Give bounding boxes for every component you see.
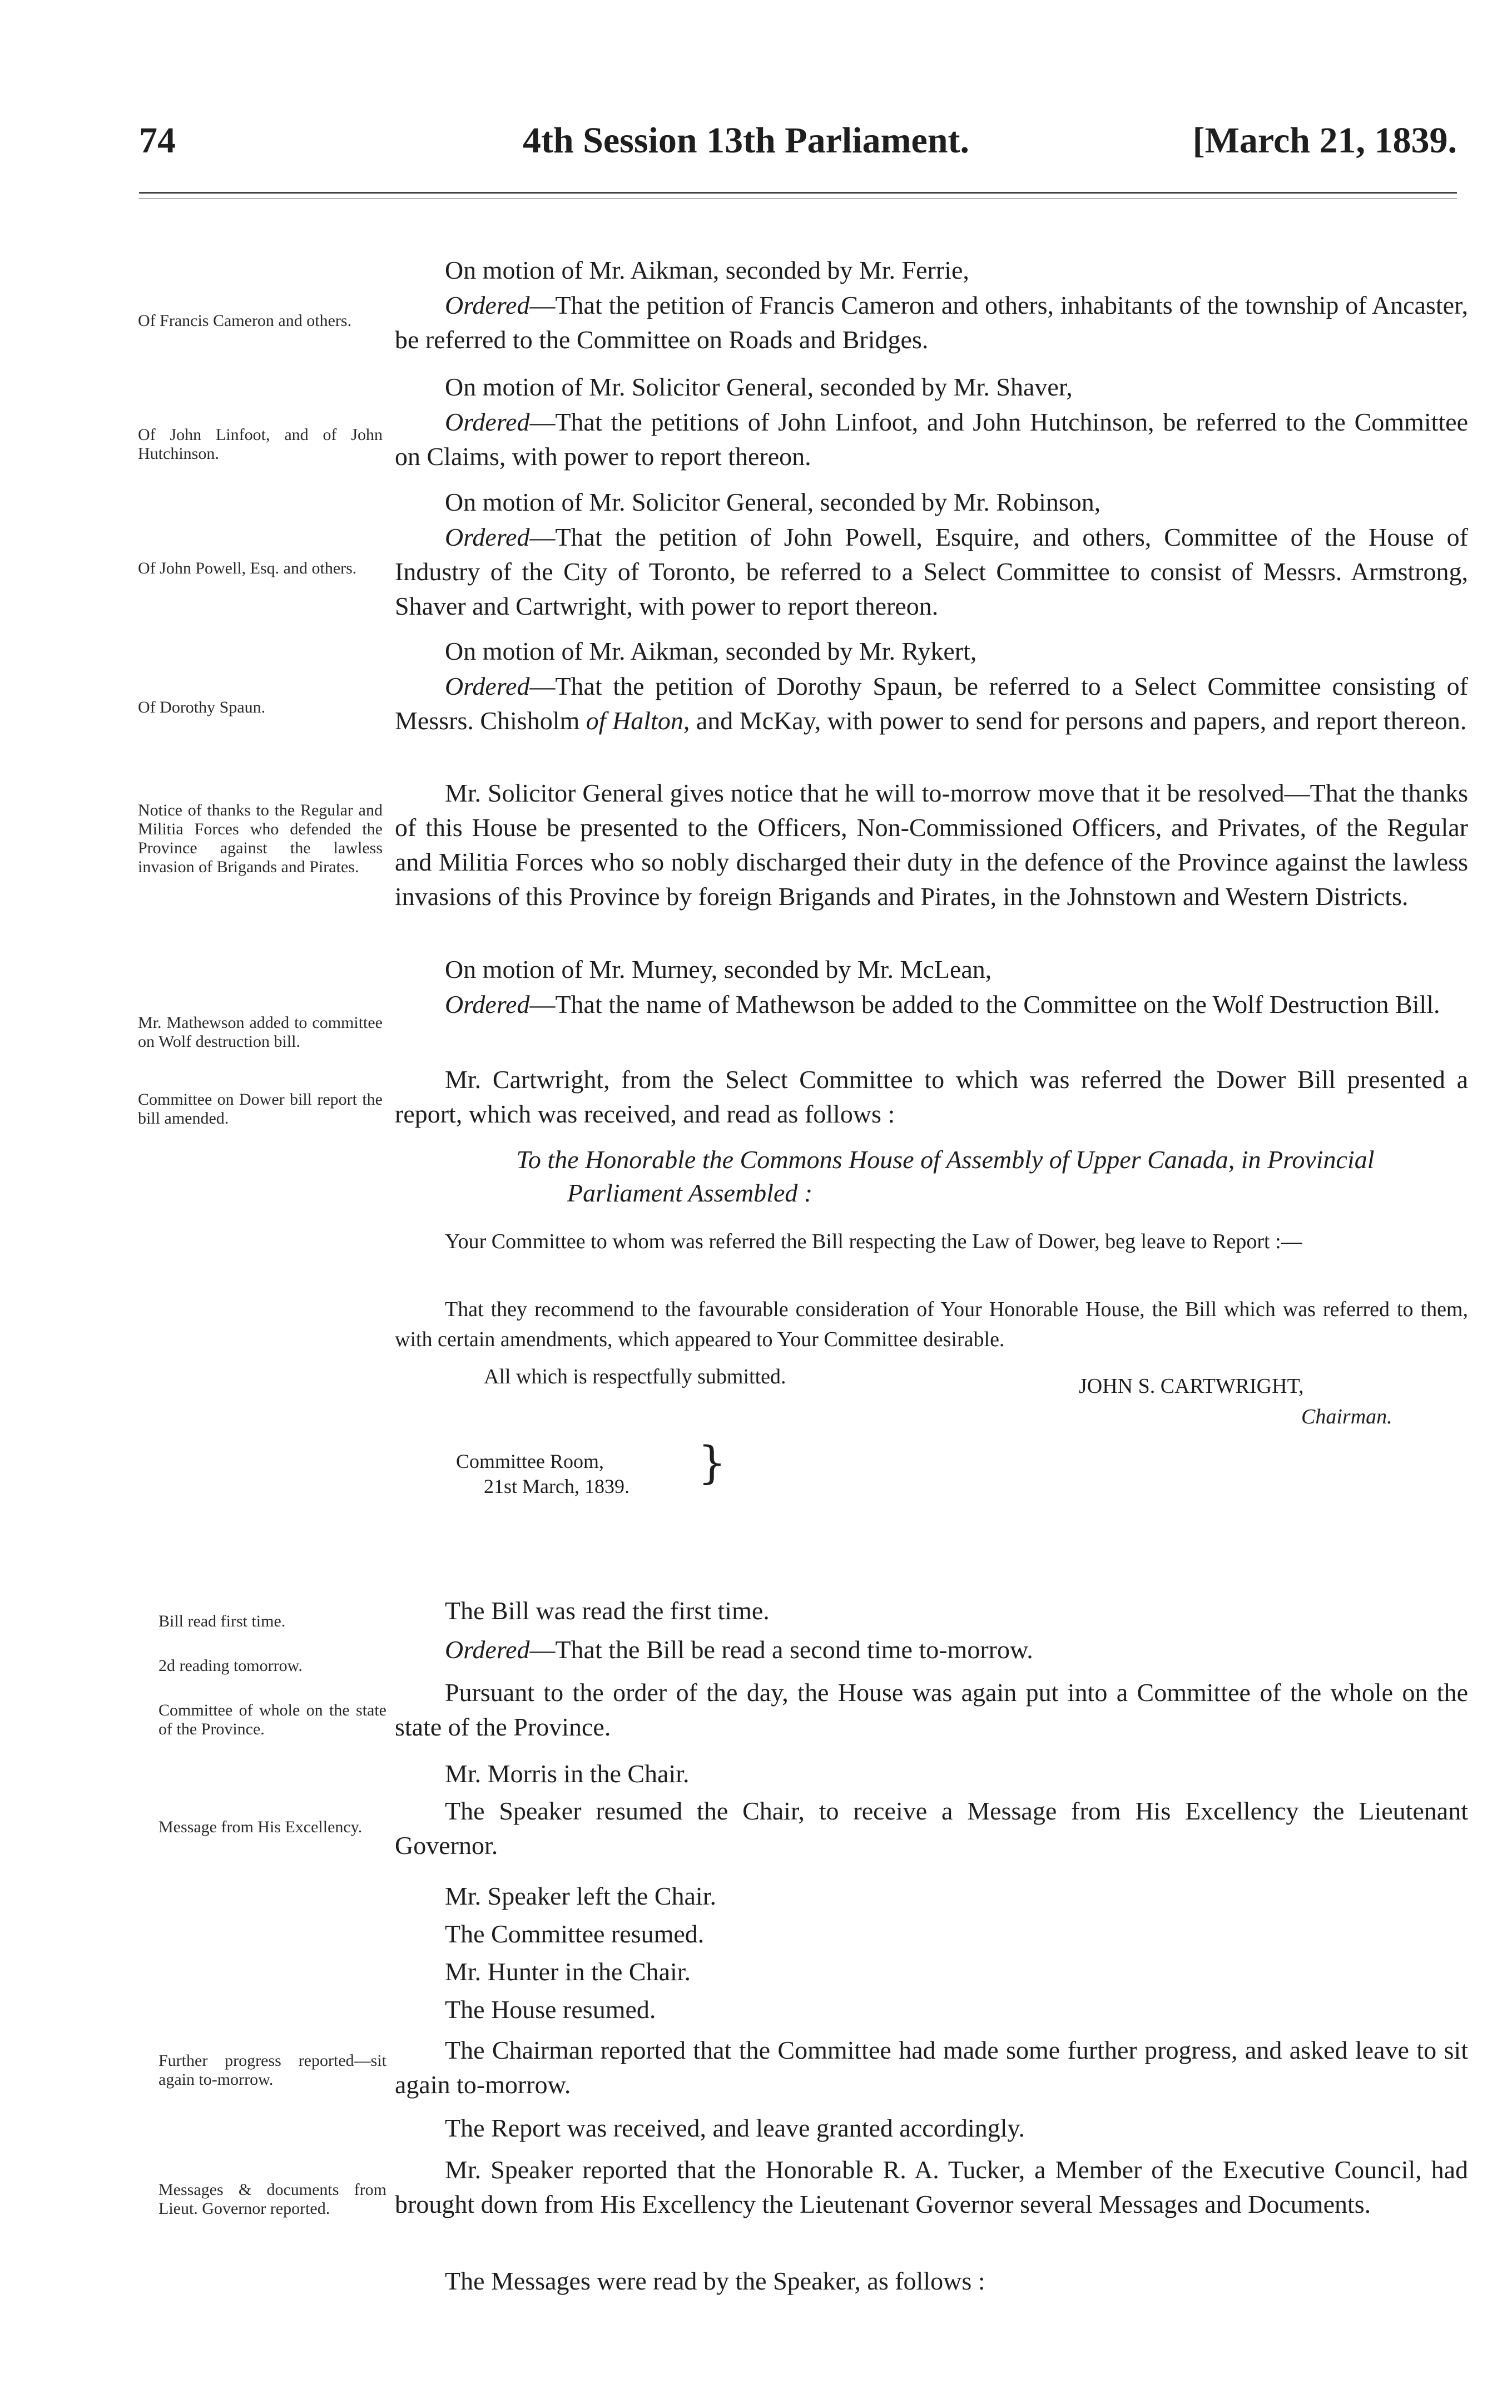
ordered-label: Ordered <box>445 291 530 319</box>
order-cameron-petition: Ordered—That the petition of Francis Cameron and others, inhabitants of the township of Ancaster, be referred to the Committee on Roads and Bridges. <box>395 291 1468 354</box>
signature-name: JOHN S. CARTWRIGHT, <box>1079 1374 1304 1398</box>
ordered-label: Ordered <box>445 1635 530 1664</box>
motion-murney-mclean: On motion of Mr. Murney, seconded by Mr. McLean, <box>445 955 992 983</box>
header-date: [March 21, 1839. <box>1192 120 1457 161</box>
speaker-resumed-chair: The Speaker resumed the Chair, to receive a Message from His Excellency the Lieutenant Governor. <box>395 1797 1468 1860</box>
header-rule-thin <box>139 198 1457 199</box>
committee-room-line: Committee Room, <box>456 1450 604 1472</box>
ordered-label: Ordered <box>445 672 530 700</box>
brace-glyph: } <box>698 1437 726 1489</box>
bill-read-first-time: The Bill was read the first time. <box>445 1596 770 1625</box>
motion-solicitor-shaver: On motion of Mr. Solicitor General, seconded by Mr. Shaver, <box>445 373 1073 401</box>
report-address-line-1: To the Honorable the Commons House of Assembly of Upper Canada, in Provincial <box>516 1145 1375 1174</box>
margin-note-first-time: Bill read first time. <box>158 1612 286 1630</box>
report-paragraph-1: Your Committee to whom was referred the Bill respecting the Law of Dower, beg leave to Report :— <box>445 1230 1302 1253</box>
report-address-line-2: Parliament Assembled : <box>567 1179 813 1207</box>
margin-note-powell: Of John Powell, Esq. and others. <box>138 559 357 577</box>
margin-note-cameron: Of Francis Cameron and others. <box>138 311 352 330</box>
margin-note-mathewson: Mr. Mathewson added to committee on Wolf destruction bill. <box>138 1013 383 1051</box>
house-resumed: The House resumed. <box>445 1995 656 2024</box>
messages-read: The Messages were read by the Speaker, as follows : <box>445 2267 985 2295</box>
margin-note-message: Message from His Excellency. <box>158 1818 363 1836</box>
page-header <box>139 120 1457 170</box>
motion-aikman-ferrie: On motion of Mr. Aikman, seconded by Mr. Ferrie, <box>445 256 969 284</box>
committee-room-date: 21st March, 1839. <box>484 1475 629 1497</box>
margin-note-committee-whole: Committee of whole on the state of the Province. <box>158 1701 386 1738</box>
order-linfoot-petition: Ordered—That the petitions of John Linfoot, and John Hutchinson, be referred to the Committee on Claims, with power to report thereon. <box>395 408 1468 471</box>
page-number: 74 <box>139 120 176 161</box>
margin-note-linfoot: Of John Linfoot, and of John Hutchinson. <box>138 426 383 463</box>
order-second-reading: Ordered—That the Bill be read a second time to-morrow. <box>445 1635 1033 1664</box>
speaker-left-chair: Mr. Speaker left the Chair. <box>445 1882 716 1910</box>
order-powell-petition: Ordered—That the petition of John Powell, Esquire, and others, Committee of the House of Industry of the City of Toronto, be referred to a Select Committee to consist of Messrs. Armstrong, Shaver and Cartwright, with power to report thereon. <box>395 523 1468 620</box>
cartwright-dower-report: Mr. Cartwright, from the Select Committee to which was referred the Dower Bill presented a report, which was received, and read as follows : <box>395 1065 1468 1128</box>
hunter-in-chair: Mr. Hunter in the Chair. <box>445 1957 691 1986</box>
report-paragraph-2: That they recommend to the favourable consideration of Your Honorable House, the Bill which was referred to them, with certain amendments, which appeared to Your Committee desirable. <box>395 1298 1468 1351</box>
order-spaun-petition: Ordered—That the petition of Dorothy Spaun, be referred to a Select Committee consisting of Messrs. Chisholm of Halton, and McKay, with power to send for persons and papers, and report thereon. <box>395 672 1468 735</box>
signature-role: Chairman. <box>1301 1405 1392 1428</box>
running-title: 4th Session 13th Parliament. <box>523 120 970 161</box>
header-rule <box>139 192 1457 194</box>
margin-note-dower: Committee on Dower bill report the bill amended. <box>138 1090 383 1128</box>
tucker-messages: Mr. Speaker reported that the Honorable R. A. Tucker, a Member of the Executive Council, had brought down from His Excellency the Lieutenant Governor several Messages and Documents. <box>395 2155 1468 2218</box>
margin-note-messages: Messages & documents from Lieut. Governor reported. <box>158 2180 386 2218</box>
notice-thanks-forces: Mr. Solicitor General gives notice that he will to-morrow move that it be resolved—That the thanks of this House be presented to the Officers, Non-Commissioned Officers, and Privates, of the Regular and Militia Forces who so nobly discharged their duty in the defence of the Province against the lawless invasions of this Province by foreign Brigands and Pirates, in the Johnstown and Western Districts. <box>395 779 1468 911</box>
motion-aikman-rykert: On motion of Mr. Aikman, seconded by Mr. Rykert, <box>445 637 977 665</box>
margin-note-second-reading: 2d reading tomorrow. <box>158 1657 303 1675</box>
margin-note-thanks: Notice of thanks to the Regular and Militia Forces who defended the Province against the lawless invasion of Brigands and Pirates. <box>138 801 383 876</box>
margin-note-spaun: Of Dorothy Spaun. <box>138 698 266 716</box>
committee-resumed: The Committee resumed. <box>445 1920 705 1948</box>
report-received: The Report was received, and leave granted accordingly. <box>445 2114 1025 2142</box>
ordered-label: Ordered <box>445 408 530 436</box>
ordered-label: Ordered <box>445 990 530 1018</box>
ordered-label: Ordered <box>445 523 530 551</box>
order-mathewson: Ordered—That the name of Mathewson be added to the Committee on the Wolf Destruction Bill. <box>445 990 1440 1018</box>
committee-whole-state: Pursuant to the order of the day, the House was again put into a Committee of the whole on the state of the Province. <box>395 1678 1468 1741</box>
margin-note-progress: Further progress reported—sit again to-morrow. <box>158 2051 386 2089</box>
motion-solicitor-robinson: On motion of Mr. Solicitor General, seconded by Mr. Robinson, <box>445 488 1101 516</box>
chairman-reported-progress: The Chairman reported that the Committee had made some further progress, and asked leave to sit again to-morrow. <box>395 2036 1468 2099</box>
morris-in-chair: Mr. Morris in the Chair. <box>445 1759 690 1788</box>
report-paragraph-3: All which is respectfully submitted. <box>484 1365 786 1388</box>
